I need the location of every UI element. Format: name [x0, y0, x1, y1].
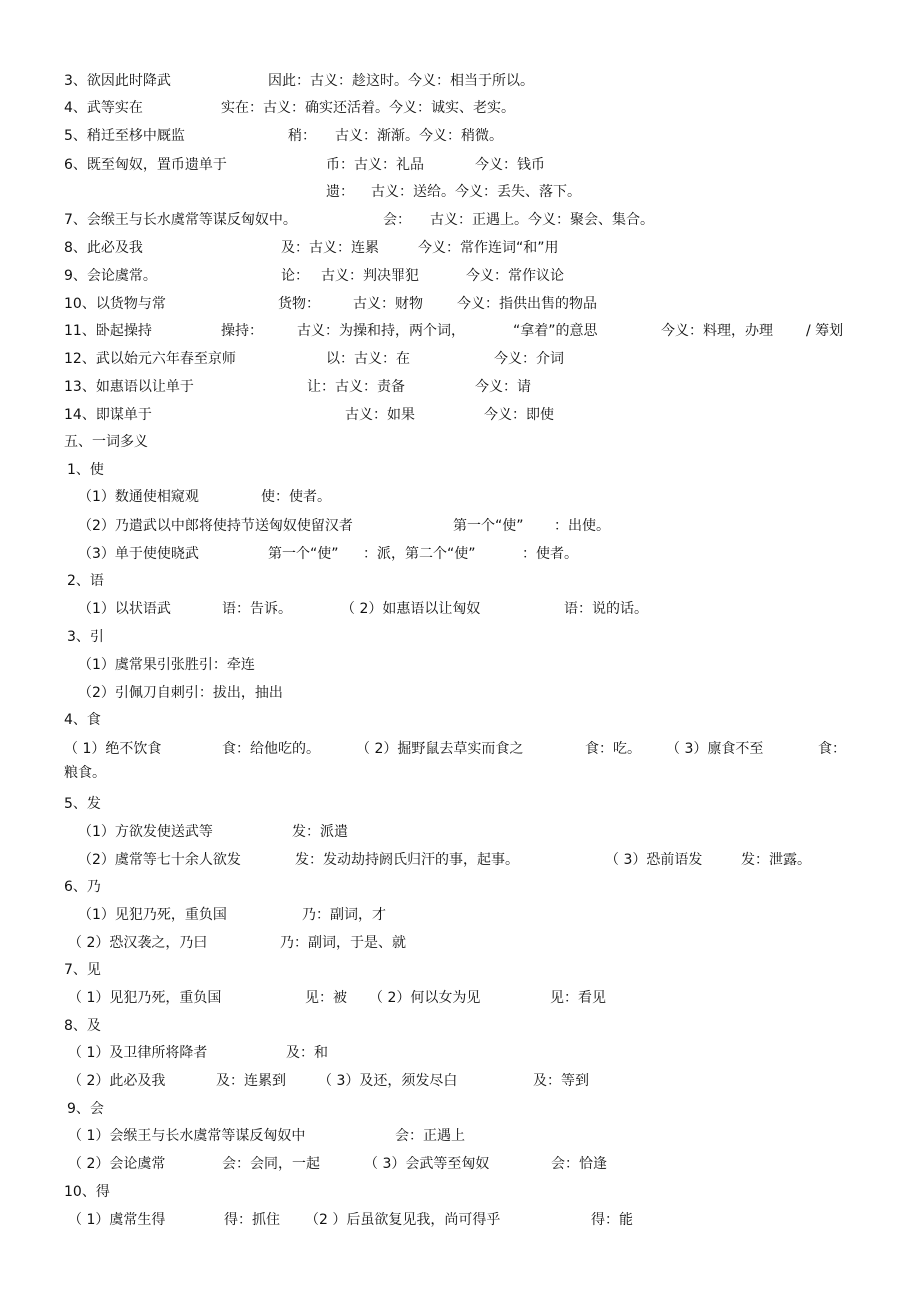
text-line	[0, 738, 920, 760]
explanation: 发：派遣	[292, 824, 348, 840]
explanation: 见：看见	[550, 990, 606, 1006]
example-sentence: 7、会缑王与长水虞常等谋反匈奴中。	[64, 212, 297, 228]
text-line	[0, 1209, 920, 1231]
word-label: 1、使	[67, 462, 104, 478]
word-label: 9、会	[67, 1101, 104, 1117]
explanation: 会：正遇上	[395, 1128, 465, 1144]
explanation: 古义：为操和持，两个词，	[297, 323, 465, 339]
explanation: 粮食。	[64, 765, 106, 781]
word-label: 8、及	[64, 1018, 101, 1034]
text-line	[0, 70, 920, 92]
text-line	[0, 821, 920, 843]
example-sentence: 8、此必及我	[64, 240, 143, 256]
section-heading	[0, 431, 920, 453]
word-heading	[0, 959, 920, 981]
explanation: 及：古义：连累	[281, 240, 379, 256]
example-sentence: （2）虞常等七十余人欲发	[78, 852, 241, 868]
text-line	[0, 209, 920, 231]
example-sentence: （ 2）何以女为见	[369, 990, 481, 1006]
key-word: 稍：	[288, 128, 316, 144]
example-sentence: 11、卧起操持	[64, 323, 152, 339]
text-line	[0, 1042, 920, 1064]
explanation: 使：使者。	[261, 489, 331, 505]
text-line	[0, 125, 920, 147]
text-line	[0, 486, 920, 508]
example-sentence: （ 1）会缑王与长水虞常等谋反匈奴中	[68, 1128, 306, 1144]
example-sentence: （ 2）恐汉袭之，乃曰	[68, 935, 208, 951]
text-line	[0, 682, 920, 704]
key-word: 论：	[281, 268, 309, 284]
modern-meaning: 今义：料理，办理	[661, 323, 773, 339]
example-sentence: 9、会论虞常。	[64, 268, 157, 284]
modern-meaning: 今义：常作连词“和”用	[418, 240, 559, 256]
key-word: 操持：	[221, 323, 263, 339]
modern-meaning: 今义：介词	[494, 351, 564, 367]
explanation: ：使者。	[522, 546, 578, 562]
explanation: 以：古义：在	[326, 351, 410, 367]
explanation: ：派，第二个“使”	[363, 546, 476, 562]
example-sentence: 5、稍迁至栘中厩监	[64, 128, 185, 144]
text-line	[0, 376, 920, 398]
explanation: 币：古义：礼品	[326, 157, 424, 173]
text-line	[0, 97, 920, 119]
word-heading	[0, 1181, 920, 1203]
word-heading	[0, 709, 920, 731]
explanation: 实在：古义：确实还活着。今义：诚实、老实。	[221, 100, 515, 116]
word-heading	[0, 876, 920, 898]
example-sentence: 6、既至匈奴，置币遗单于	[64, 157, 227, 173]
text-line	[0, 237, 920, 259]
text-line	[0, 154, 920, 176]
example-sentence: （3）单于使使晓武	[78, 546, 199, 562]
explanation: 第一个“使”	[268, 546, 339, 562]
word-heading	[0, 1098, 920, 1120]
explanation: ：出使。	[554, 518, 610, 534]
word-heading	[0, 1015, 920, 1037]
word-label: 2、语	[67, 573, 104, 589]
text-line	[0, 1125, 920, 1147]
text-line	[0, 265, 920, 287]
explanation: 见：被	[305, 990, 347, 1006]
explanation: 得：能	[591, 1212, 633, 1228]
text-line	[0, 1070, 920, 1092]
text-line	[0, 320, 920, 342]
word-heading	[0, 626, 920, 648]
text-line	[0, 654, 920, 676]
word-heading	[0, 459, 920, 481]
explanation: 第一个“使”	[453, 518, 524, 534]
text-line	[0, 404, 920, 426]
explanation: 因此：古义：趁这时。今义：相当于所以。	[268, 73, 534, 89]
explanation: “拿着”的意思	[513, 323, 598, 339]
text-line	[0, 932, 920, 954]
explanation: 古义：送给。今义：丢失、落下。	[371, 184, 581, 200]
explanation: 食：吃。	[585, 741, 641, 757]
explanation: 食：	[818, 741, 846, 757]
section-title: 五、一词多义	[64, 434, 148, 450]
example-sentence: （1）虞常果引张胜引：牵连	[78, 657, 255, 673]
example-sentence: （1）方欲发使送武等	[78, 824, 213, 840]
example-sentence: （ 2）此必及我	[68, 1073, 166, 1089]
explanation: 古义：渐渐。今义：稍微。	[335, 128, 503, 144]
explanation: 语：告诉。	[222, 601, 292, 617]
example-sentence: （ 3）及还，须发尽白	[318, 1073, 458, 1089]
explanation: 发：发动劫持阏氏归汗的事，起事。	[295, 852, 519, 868]
key-word: 会：	[383, 212, 411, 228]
explanation: 会：会同，一起	[222, 1156, 320, 1172]
example-sentence: 13、如惠语以让单于	[64, 379, 194, 395]
explanation: 发：泄露。	[741, 852, 811, 868]
explanation: 古义：正遇上。今义：聚会、集合。	[430, 212, 654, 228]
word-label: 3、引	[67, 629, 104, 645]
example-sentence: 4、武等实在	[64, 100, 143, 116]
example-sentence: （2）引佩刀自刺引：拔出，抽出	[78, 685, 283, 701]
word-label: 6、乃	[64, 879, 101, 895]
text-line	[0, 1153, 920, 1175]
text-line	[0, 293, 920, 315]
example-sentence: （1）见犯乃死，重负国	[78, 907, 227, 923]
example-sentence: （ 1）虞常生得	[68, 1212, 166, 1228]
explanation: 语：说的话。	[564, 601, 648, 617]
example-sentence: 3、欲因此时降武	[64, 73, 171, 89]
word-heading	[0, 793, 920, 815]
example-sentence: 14、即谋单于	[64, 407, 152, 423]
example-sentence: （ 3）廪食不至	[666, 741, 764, 757]
example-sentence: （ 2）会论虞常	[68, 1156, 166, 1172]
word-label: 10、得	[64, 1184, 110, 1200]
text-line	[0, 515, 920, 537]
example-sentence: （ 1）见犯乃死，重负国	[68, 990, 222, 1006]
example-sentence: （ 1）及卫律所将降者	[68, 1045, 208, 1061]
example-sentence: （ 2）掘野鼠去草实而食之	[356, 741, 524, 757]
modern-meaning: 今义：钱币	[475, 157, 545, 173]
explanation: 古义：如果	[345, 407, 415, 423]
text-line	[0, 543, 920, 565]
example-sentence: （ 2）如惠语以让匈奴	[341, 601, 481, 617]
key-word: 遗：	[326, 184, 354, 200]
word-label: 7、见	[64, 962, 101, 978]
example-sentence: （1）数通使相窥观	[78, 489, 199, 505]
explanation: 得：抓住	[224, 1212, 280, 1228]
modern-meaning: 今义：请	[475, 379, 531, 395]
explanation: 及：连累到	[216, 1073, 286, 1089]
example-sentence: （ 1）绝不饮食	[64, 741, 162, 757]
example-sentence: （1）以状语武	[78, 601, 171, 617]
example-sentence: 10、以货物与常	[64, 296, 166, 312]
explanation: 让：古义：责备	[307, 379, 405, 395]
word-label: 5、发	[64, 796, 101, 812]
modern-meaning: / 筹划	[806, 323, 844, 339]
text-line	[0, 598, 920, 620]
example-sentence: （2）乃遣武以中郎将使持节送匈奴使留汉者	[78, 518, 353, 534]
key-word: 货物：	[278, 296, 320, 312]
example-sentence: （2 ）后虽欲复见我，尚可得乎	[305, 1212, 501, 1228]
modern-meaning: 今义：常作议论	[466, 268, 564, 284]
explanation: 及：等到	[533, 1073, 589, 1089]
modern-meaning: 今义：即使	[484, 407, 554, 423]
text-line	[0, 904, 920, 926]
text-line	[0, 987, 920, 1009]
word-heading	[0, 570, 920, 592]
word-label: 4、食	[64, 712, 101, 728]
example-sentence: （ 3）恐前语发	[605, 852, 703, 868]
explanation: 古义：财物	[353, 296, 423, 312]
example-sentence: 12、武以始元六年春至京师	[64, 351, 236, 367]
explanation: 古义：判决罪犯	[321, 268, 419, 284]
text-line	[0, 348, 920, 370]
explanation: 乃：副词，于是、就	[280, 935, 406, 951]
text-line	[0, 762, 920, 784]
explanation: 乃：副词，才	[302, 907, 386, 923]
text-line	[0, 181, 920, 203]
modern-meaning: 今义：指供出售的物品	[457, 296, 597, 312]
example-sentence: （ 3）会武等至匈奴	[364, 1156, 490, 1172]
explanation: 会：恰逢	[551, 1156, 607, 1172]
explanation: 食：给他吃的。	[222, 741, 320, 757]
text-line	[0, 849, 920, 871]
explanation: 及：和	[286, 1045, 328, 1061]
